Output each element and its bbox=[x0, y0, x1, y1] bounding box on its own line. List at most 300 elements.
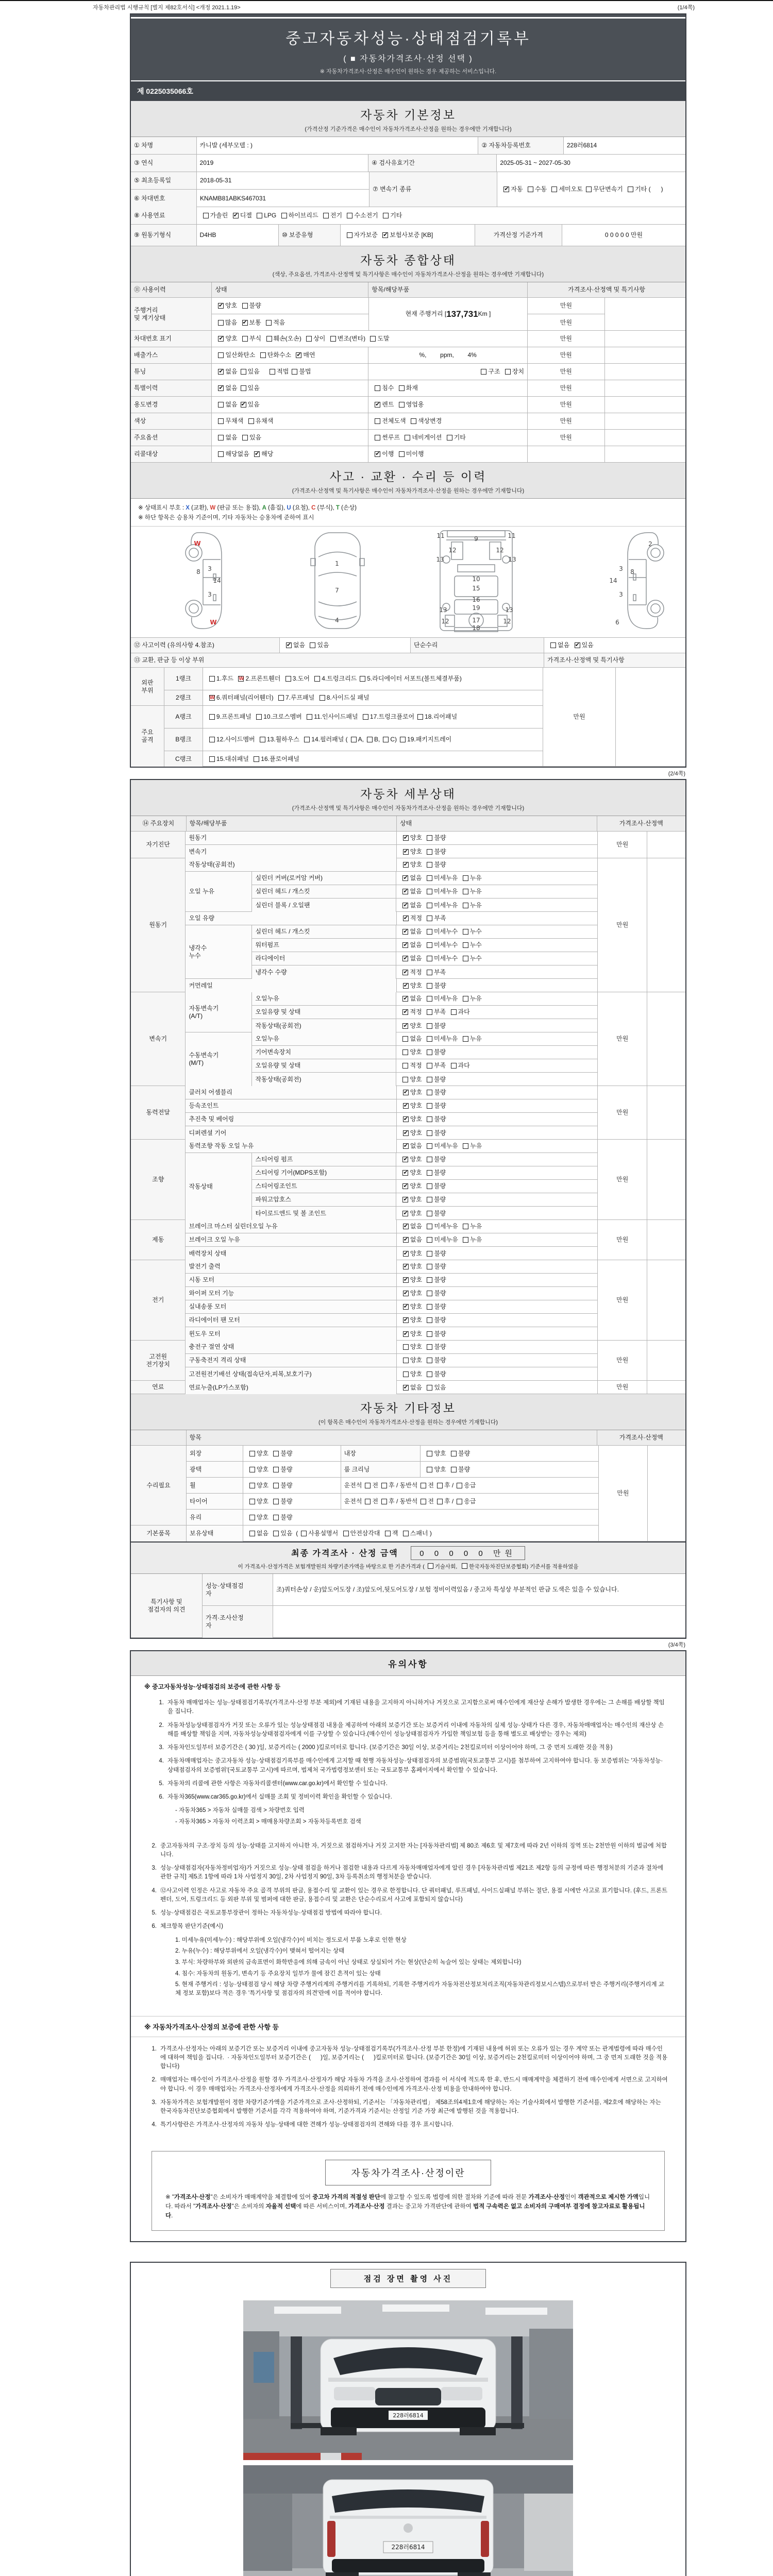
notice-subitem: 5. 현재 주행거리 : 성능·상태점검 당시 해당 차량 주행거리계의 주행거리를 기록하되, 기록한 주행거리가 자동차전산정보처리조직(자동차관리정보시스템)으로부터 받은 주행거리(주행거리계 교체 정보 포함)보다 적은 경우 '특기사항 및 점검자의 의견'란에 이를 적어야 합니다. bbox=[175, 1981, 664, 1996]
checkbox[interactable] bbox=[383, 213, 389, 218]
checkbox[interactable] bbox=[241, 369, 246, 375]
checkbox[interactable] bbox=[278, 695, 284, 701]
checkbox[interactable] bbox=[481, 369, 486, 375]
checkbox[interactable] bbox=[447, 435, 452, 440]
checkbox[interactable] bbox=[427, 903, 432, 908]
checkbox[interactable] bbox=[301, 1531, 307, 1536]
checkbox-checked[interactable]: ✔ bbox=[403, 955, 408, 961]
checkbox[interactable] bbox=[218, 418, 224, 424]
checkbox[interactable] bbox=[209, 714, 215, 720]
checkbox-checked[interactable]: ✔ bbox=[233, 212, 238, 218]
checkbox-checked[interactable]: ✔ bbox=[403, 1103, 409, 1109]
checkbox[interactable] bbox=[218, 435, 224, 440]
checkbox[interactable] bbox=[427, 1371, 432, 1377]
legend-text: ※ 상태표시 부호 : bbox=[138, 505, 186, 511]
legend-code-letter: U bbox=[287, 505, 291, 511]
checkbox[interactable] bbox=[351, 737, 357, 742]
field-value: 카니발 (세부모델 : ) bbox=[197, 137, 479, 155]
checkbox[interactable] bbox=[463, 1036, 468, 1042]
checkbox[interactable] bbox=[463, 942, 468, 948]
price-appraisal-info-box bbox=[152, 2151, 665, 2231]
checkbox[interactable] bbox=[310, 642, 315, 648]
checkbox[interactable] bbox=[421, 1483, 426, 1488]
checkbox[interactable] bbox=[427, 1331, 432, 1337]
checkbox[interactable] bbox=[260, 737, 265, 742]
checkbox[interactable] bbox=[427, 835, 432, 841]
checkbox-checked[interactable]: ✔ bbox=[286, 642, 292, 648]
notice-subitem: 4. 침수: 자동차의 원동기, 변속기 등 주요장치 일부가 물에 잠긴 흔적이 있는 상태 bbox=[175, 1970, 381, 1977]
checkbox[interactable] bbox=[399, 451, 405, 457]
checkbox-checked[interactable]: ✔ bbox=[375, 451, 380, 457]
field-value: 구조 장치 bbox=[368, 364, 528, 380]
checkbox-checked[interactable]: ✔ bbox=[403, 1129, 409, 1136]
checkbox[interactable] bbox=[427, 1317, 432, 1323]
checkbox[interactable] bbox=[209, 756, 215, 762]
table-row bbox=[131, 706, 164, 767]
checkbox[interactable] bbox=[249, 1451, 255, 1456]
checkbox-checked[interactable]: ✔ bbox=[403, 835, 409, 841]
field-value: ✔ 양호 불량 bbox=[396, 1166, 597, 1180]
notice-subitem: 1. 미세누유(미세누수) : 해당부위에 오일(냉각수)이 비치는 정도로서 부품 노후로 인한 현상 bbox=[175, 1937, 407, 1943]
checkbox[interactable] bbox=[347, 213, 352, 218]
table-row bbox=[252, 965, 597, 979]
checkbox[interactable] bbox=[411, 418, 416, 424]
field-value bbox=[186, 858, 598, 992]
checkbox[interactable] bbox=[306, 336, 312, 342]
checkbox[interactable] bbox=[427, 1304, 432, 1310]
checkbox[interactable] bbox=[343, 1531, 349, 1536]
checkbox[interactable] bbox=[427, 875, 432, 881]
field-value: ✔ 양호 불량 bbox=[397, 1314, 598, 1327]
checkbox-checked[interactable]: ✔ bbox=[403, 1196, 408, 1202]
table-row bbox=[164, 706, 543, 728]
checkbox-checked[interactable]: ✔ bbox=[403, 1236, 409, 1243]
field-value bbox=[647, 1260, 685, 1341]
checkbox[interactable] bbox=[403, 1344, 409, 1350]
checkbox-checked[interactable]: ✔ bbox=[403, 942, 408, 948]
table-row bbox=[252, 1032, 597, 1046]
checkbox[interactable] bbox=[400, 737, 406, 742]
checkbox[interactable] bbox=[505, 369, 511, 375]
checkbox-checked[interactable]: ✔ bbox=[403, 888, 408, 894]
table-row bbox=[203, 1574, 685, 1606]
checkbox[interactable] bbox=[273, 1515, 279, 1520]
field-value: ✔ 양호 불량 bbox=[397, 1113, 598, 1126]
checkbox[interactable] bbox=[218, 320, 224, 326]
notice-item: 3. 자동차인도일부터 보증기간은 ( 30 )일, 보증거리는 ( 2000 )킬로미터로 합니다. (보증기간은 30일 이상, 보증거리는 2천킬로미터 이상이어야 하며, 그 중 먼저 도래한 것을 적용) bbox=[159, 1744, 613, 1751]
checkbox[interactable] bbox=[273, 1483, 279, 1488]
notice-item: 4. 자동차매매업자는 중고자동차 성능·상태점검기록부를 매수인에게 고지할 때 현행 자동차성능·상태점검자의 보증범위(국토교통부 고시)를 첨부하여 고지하여야 합니다. 동 보증범위는 '자동차성능·상태점검자의 보증범위'(국토교통부 고시)에 따르며, 법제처 국가법령정보센터 또는 국토교통부 홈페이지에서 확인할 수 있습니다. bbox=[159, 1758, 663, 1773]
other-title: 자동차 기타정보 bbox=[360, 1401, 456, 1415]
checkbox[interactable] bbox=[383, 737, 389, 742]
field-label: 가격·조사산정 자 bbox=[203, 1606, 273, 1638]
table-row bbox=[187, 1462, 598, 1478]
checkbox[interactable] bbox=[427, 1183, 432, 1189]
checkbox[interactable] bbox=[249, 1531, 255, 1536]
device-group-제동 bbox=[131, 1220, 685, 1260]
field-value: ✔ 양호 불량 bbox=[403, 1330, 446, 1337]
field-value: ✔ 양호 불량 bbox=[397, 1099, 598, 1113]
field-label: 주요 골격 bbox=[131, 706, 164, 767]
checkbox[interactable] bbox=[273, 1531, 279, 1536]
field-value bbox=[187, 1446, 599, 1541]
checkbox[interactable] bbox=[427, 1077, 432, 1082]
checkbox-checked[interactable]: ✔ bbox=[219, 368, 224, 375]
checkbox[interactable] bbox=[403, 1358, 409, 1363]
checkbox[interactable] bbox=[427, 1157, 432, 1162]
notice-subitem: - 자동차365 > 자동차 이력조회 > 매매용차량조회 > 자동차등록번호 검색 bbox=[175, 1818, 361, 1825]
checkbox-checked[interactable]: ✔ bbox=[403, 1009, 408, 1015]
checkbox[interactable] bbox=[463, 956, 468, 961]
checkbox-checked[interactable]: ✔ bbox=[575, 642, 580, 648]
checkbox-checked[interactable]: ✔ bbox=[403, 1223, 409, 1229]
checkbox[interactable] bbox=[330, 336, 336, 342]
checkbox[interactable] bbox=[320, 695, 325, 701]
checkbox[interactable] bbox=[314, 676, 320, 682]
checkbox[interactable] bbox=[249, 1499, 255, 1504]
field-value: ✔ 이행 미이행 bbox=[368, 446, 528, 463]
field-label: 스티어링 기어(MDPS포함) bbox=[252, 1166, 396, 1180]
checkbox[interactable] bbox=[209, 737, 215, 742]
checkbox[interactable] bbox=[273, 1467, 279, 1472]
checkbox-checked[interactable]: ✔ bbox=[403, 1330, 409, 1337]
checkbox[interactable] bbox=[203, 213, 209, 218]
checkbox[interactable] bbox=[457, 1483, 462, 1488]
checkbox[interactable] bbox=[367, 737, 373, 742]
checkbox-checked[interactable]: ✔ bbox=[403, 1183, 408, 1189]
detail-table bbox=[131, 816, 685, 1394]
checkbox[interactable] bbox=[242, 303, 248, 309]
table-row bbox=[131, 331, 685, 347]
checkbox[interactable] bbox=[375, 385, 380, 391]
field-label: 주행거리 및 계기상태 bbox=[131, 298, 212, 331]
notice-list-1 bbox=[131, 1692, 685, 1837]
checkbox[interactable] bbox=[427, 1103, 432, 1109]
checkbox[interactable] bbox=[218, 402, 224, 408]
checkbox[interactable] bbox=[586, 187, 592, 192]
field-value: 양호 불량 bbox=[243, 1446, 341, 1462]
legend-text: (흠집), bbox=[266, 505, 287, 511]
checkbox-checked[interactable]: ✔ bbox=[403, 1277, 409, 1283]
checkbox[interactable] bbox=[427, 1358, 432, 1363]
table-row bbox=[203, 1606, 685, 1638]
checkbox[interactable] bbox=[421, 1499, 426, 1504]
final-price-amount: 0 0 0 0 0 만원 bbox=[411, 1546, 525, 1560]
field-value: 만원 bbox=[528, 347, 604, 364]
checkbox-checked[interactable]: ✔ bbox=[403, 928, 408, 935]
checkbox[interactable] bbox=[427, 1277, 432, 1283]
checkbox[interactable] bbox=[551, 187, 557, 192]
checkbox[interactable] bbox=[266, 320, 272, 326]
checkbox[interactable] bbox=[405, 435, 410, 440]
checkbox[interactable] bbox=[209, 676, 215, 682]
checkbox[interactable] bbox=[427, 970, 432, 975]
checkbox[interactable] bbox=[451, 1467, 457, 1472]
checkbox-checked[interactable]: ✔ bbox=[403, 969, 408, 975]
checkbox[interactable] bbox=[402, 1063, 408, 1069]
checkbox[interactable] bbox=[427, 1211, 432, 1216]
checkbox[interactable] bbox=[273, 1451, 279, 1456]
checkbox[interactable] bbox=[463, 996, 468, 1002]
checkbox[interactable] bbox=[427, 1036, 432, 1042]
checkbox[interactable] bbox=[427, 1264, 432, 1269]
checkbox[interactable] bbox=[427, 1467, 432, 1472]
checkbox[interactable] bbox=[304, 737, 310, 742]
checkbox[interactable] bbox=[375, 435, 380, 440]
field-value bbox=[164, 668, 543, 767]
panel-number-18: 18 bbox=[472, 624, 480, 632]
checkbox-w-marked[interactable]: W bbox=[209, 695, 215, 701]
checkbox[interactable] bbox=[427, 849, 432, 855]
checkbox[interactable] bbox=[428, 1563, 433, 1569]
checkbox[interactable] bbox=[242, 336, 248, 342]
field-value: ✔ 없음 있음 적법 불법 bbox=[212, 364, 368, 380]
field-value: ✔ 적정 부족 과다 bbox=[396, 1006, 597, 1019]
checkbox[interactable] bbox=[399, 402, 405, 408]
checkbox-checked[interactable]: ✔ bbox=[255, 451, 260, 457]
checkbox[interactable] bbox=[257, 213, 262, 218]
checkbox[interactable] bbox=[427, 1224, 432, 1229]
checkbox[interactable] bbox=[528, 187, 533, 192]
checkbox[interactable] bbox=[381, 1483, 387, 1488]
field-label: 항목/해당부품 bbox=[187, 816, 397, 832]
checkbox[interactable] bbox=[427, 1143, 432, 1149]
checkbox-checked[interactable]: ✔ bbox=[403, 1170, 408, 1176]
checkbox[interactable] bbox=[437, 1483, 443, 1488]
document-number: 제 0225035066호 bbox=[131, 80, 685, 101]
checkbox-checked[interactable]: ✔ bbox=[403, 1143, 409, 1149]
checkbox-checked[interactable]: ✔ bbox=[403, 982, 409, 989]
checkbox[interactable] bbox=[427, 1197, 432, 1202]
checkbox[interactable] bbox=[462, 1563, 467, 1569]
field-value: ✔ 양호 부식 훼손(오손) 상이 변조(변타) 도말 bbox=[212, 331, 528, 347]
checkbox[interactable] bbox=[254, 756, 259, 762]
checkbox[interactable] bbox=[463, 1237, 468, 1243]
checkbox-checked[interactable]: ✔ bbox=[241, 401, 246, 408]
checkbox[interactable] bbox=[427, 929, 432, 935]
checkbox[interactable] bbox=[628, 187, 633, 192]
field-value bbox=[186, 1220, 598, 1260]
field-label: 오일유량 및 상태 bbox=[252, 1059, 396, 1073]
notice-item: 3. 자동차가격은 보험개발원이 정한 차량기준가액을 기준가격으로 조사·산정하되, 기준서는 「자동차관리법」 제58조의4제1호에 해당하는 자는 기술사회에서 발행한 기준서를, 제2호에 해당하는 자는 한국자동차진단보증협회에서 발행한 기준서를 각각 적용하여야 하며, 기준가격과 기준서는 산정일 기준 가장 최근에 발행된 것을 적용합니다. bbox=[152, 2099, 661, 2115]
checkbox[interactable] bbox=[266, 336, 272, 342]
checkbox[interactable] bbox=[427, 1251, 432, 1257]
checkbox[interactable] bbox=[427, 1116, 432, 1122]
final-price-band bbox=[131, 1541, 685, 1574]
field-label: 클러치 어셈블리 bbox=[186, 1086, 396, 1099]
checkbox-checked[interactable]: ✔ bbox=[375, 401, 380, 408]
table-row bbox=[131, 155, 685, 172]
checkbox[interactable] bbox=[402, 1049, 408, 1055]
checkbox[interactable] bbox=[403, 1531, 409, 1536]
checkbox[interactable] bbox=[385, 1531, 391, 1536]
checkbox[interactable] bbox=[360, 676, 365, 682]
checkbox[interactable] bbox=[427, 956, 432, 961]
checkbox[interactable] bbox=[218, 451, 224, 457]
checkbox[interactable] bbox=[427, 889, 432, 894]
checkbox[interactable] bbox=[402, 1036, 408, 1042]
checkbox[interactable] bbox=[427, 942, 432, 948]
checkbox[interactable] bbox=[417, 714, 423, 720]
checkbox[interactable] bbox=[451, 1009, 457, 1015]
checkbox[interactable] bbox=[427, 1009, 432, 1015]
checkbox[interactable] bbox=[218, 352, 224, 358]
checkbox-checked[interactable]: ✔ bbox=[242, 319, 247, 326]
checkbox-checked[interactable]: ✔ bbox=[403, 1089, 409, 1095]
table-row bbox=[131, 397, 685, 413]
field-value bbox=[616, 668, 685, 767]
checkbox[interactable] bbox=[249, 1467, 255, 1472]
checkbox-checked[interactable]: ✔ bbox=[219, 335, 224, 342]
checkbox[interactable] bbox=[427, 1385, 432, 1391]
table-row bbox=[186, 1354, 597, 1367]
checkbox[interactable] bbox=[550, 642, 556, 648]
checkbox-checked[interactable]: ✔ bbox=[403, 1290, 409, 1296]
checkbox-checked[interactable]: ✔ bbox=[403, 1384, 409, 1391]
checkbox[interactable] bbox=[249, 1515, 255, 1520]
checkbox[interactable] bbox=[451, 1451, 457, 1456]
checkbox[interactable] bbox=[281, 213, 287, 218]
checkbox-checked[interactable]: ✔ bbox=[504, 186, 509, 192]
checkbox-checked[interactable]: ✔ bbox=[403, 915, 409, 921]
checkbox-checked[interactable]: ✔ bbox=[403, 875, 408, 881]
checkbox-w-marked[interactable]: W bbox=[239, 676, 244, 682]
table-row bbox=[186, 1113, 597, 1126]
checkbox[interactable] bbox=[427, 1237, 432, 1243]
basic-info-note: (가격산정 기준가격은 매수인이 자동차가격조사·산정을 원하는 경우에만 기재합니다) bbox=[305, 126, 512, 132]
checkbox[interactable] bbox=[427, 996, 432, 1002]
checkbox[interactable] bbox=[363, 714, 368, 720]
checkbox[interactable] bbox=[307, 714, 312, 720]
table-row bbox=[528, 314, 604, 331]
checkbox[interactable] bbox=[427, 983, 432, 989]
checkbox-checked[interactable]: ✔ bbox=[403, 902, 408, 908]
checkbox[interactable] bbox=[270, 369, 275, 375]
checkbox-checked[interactable]: ✔ bbox=[403, 861, 409, 868]
checkbox[interactable] bbox=[427, 916, 432, 921]
checkbox[interactable] bbox=[463, 929, 468, 935]
checkbox-checked[interactable]: ✔ bbox=[403, 995, 408, 1002]
field-value: ✔ 양호 불량 bbox=[212, 298, 368, 314]
checkbox-checked[interactable]: ✔ bbox=[403, 1156, 408, 1162]
checkbox[interactable] bbox=[427, 1090, 432, 1095]
svg-text:228러6814: 228러6814 bbox=[391, 2543, 425, 2551]
checkbox-checked[interactable]: ✔ bbox=[403, 1317, 409, 1323]
field-label: 보유상태 bbox=[187, 1526, 243, 1541]
checkbox-checked[interactable]: ✔ bbox=[403, 1250, 409, 1257]
table-row bbox=[212, 298, 368, 314]
checkbox[interactable] bbox=[365, 1499, 371, 1504]
table-row bbox=[186, 1300, 597, 1314]
checkbox[interactable] bbox=[365, 1483, 371, 1488]
field-value: 양호 불량 bbox=[396, 1073, 597, 1086]
checkbox[interactable] bbox=[347, 232, 352, 238]
field-value: ✔ 양호 불량 bbox=[396, 1180, 597, 1193]
checkbox[interactable] bbox=[381, 1499, 387, 1504]
field-label: 타이로드엔드 및 볼 조인트 bbox=[252, 1207, 396, 1220]
notice-item: 4. 특기사항란은 가격조사·산정자의 자동차 성능·상태에 대한 견해가 성능·상태점검자의 견해와 다를 경우 표시합니다. bbox=[152, 2122, 453, 2128]
checkbox-checked[interactable]: ✔ bbox=[403, 1210, 408, 1216]
legend-text: (부식), bbox=[315, 505, 336, 511]
field-label: 기어변속장치 bbox=[252, 1046, 396, 1059]
checkbox[interactable] bbox=[437, 1499, 443, 1504]
checkbox-checked[interactable]: ✔ bbox=[403, 1022, 408, 1029]
field-value: ✔ 양호 불량 bbox=[403, 1209, 446, 1217]
field-label: ⑧ 사용연료 bbox=[131, 207, 197, 225]
field-label: 스티어링조인트 bbox=[252, 1180, 396, 1193]
checkbox[interactable] bbox=[463, 875, 468, 881]
checkbox-checked[interactable]: ✔ bbox=[403, 1116, 409, 1122]
checkbox[interactable] bbox=[260, 352, 266, 358]
checkbox[interactable] bbox=[375, 418, 380, 424]
field-value: 15.대쉬패널 16.플로어패널 bbox=[203, 751, 543, 767]
checkbox[interactable] bbox=[427, 1344, 432, 1350]
checkbox[interactable] bbox=[451, 1063, 457, 1069]
notice-subitem: 3. 부식: 차량하부와 외판의 금속표면이 화학반응에 의해 금속이 아닌 상태로 상실되어 가는 현상(단순히 녹슬어 있는 상태는 제외합니다) bbox=[175, 1959, 522, 1965]
checkbox[interactable] bbox=[242, 435, 248, 440]
table-row bbox=[131, 638, 685, 653]
checkbox-checked[interactable]: ✔ bbox=[219, 385, 224, 391]
checkbox[interactable] bbox=[463, 903, 468, 908]
field-value: ✔ 없음 미세누유 누유 bbox=[396, 992, 597, 1006]
checkbox[interactable] bbox=[241, 385, 246, 391]
checkbox[interactable] bbox=[273, 1499, 279, 1504]
checkbox[interactable] bbox=[402, 1077, 408, 1082]
table-row bbox=[186, 1247, 597, 1260]
basic-info-table bbox=[131, 137, 685, 246]
field-label: 기본품목 bbox=[131, 1526, 186, 1541]
field-value: ✔ 양호 불량 bbox=[396, 1153, 597, 1166]
checkbox[interactable] bbox=[249, 1483, 255, 1488]
panel-number-3: 3 bbox=[619, 591, 623, 598]
field-label: 오일 유량 bbox=[186, 912, 396, 925]
checkbox[interactable] bbox=[370, 336, 376, 342]
checkbox[interactable] bbox=[427, 862, 432, 868]
checkbox[interactable] bbox=[323, 213, 329, 218]
checkbox[interactable] bbox=[427, 1451, 432, 1456]
checkbox[interactable] bbox=[427, 1049, 432, 1055]
checkbox-checked[interactable]: ✔ bbox=[296, 352, 301, 358]
field-label: 룸 크리닝 bbox=[341, 1462, 421, 1478]
checkbox[interactable] bbox=[292, 369, 297, 375]
panel-number-13: 13 bbox=[505, 606, 513, 614]
checkbox-checked[interactable]: ✔ bbox=[403, 848, 409, 855]
checkbox[interactable] bbox=[463, 889, 468, 894]
checkbox[interactable] bbox=[427, 1291, 432, 1296]
checkbox[interactable] bbox=[285, 676, 291, 682]
checkbox[interactable] bbox=[427, 1130, 432, 1136]
checkbox[interactable] bbox=[463, 1143, 468, 1149]
checkbox[interactable] bbox=[427, 1063, 432, 1069]
checkbox[interactable] bbox=[427, 1170, 432, 1176]
checkbox[interactable] bbox=[248, 418, 254, 424]
checkbox[interactable] bbox=[256, 714, 262, 720]
field-label: B랭크 bbox=[164, 728, 203, 751]
checkbox[interactable] bbox=[463, 1224, 468, 1229]
checkbox-checked[interactable]: ✔ bbox=[383, 232, 388, 238]
checkbox[interactable] bbox=[457, 1499, 462, 1504]
checkbox-checked[interactable]: ✔ bbox=[403, 1303, 409, 1310]
checkbox[interactable] bbox=[399, 385, 405, 391]
checkbox-checked[interactable]: ✔ bbox=[219, 302, 224, 309]
table-row bbox=[252, 925, 597, 939]
field-value bbox=[528, 298, 605, 331]
table-row bbox=[186, 832, 597, 845]
field-label: 배력장치 상태 bbox=[186, 1247, 396, 1260]
checkbox-checked[interactable]: ✔ bbox=[403, 1263, 409, 1269]
checkbox[interactable] bbox=[427, 1023, 432, 1029]
checkbox[interactable] bbox=[403, 1371, 409, 1377]
